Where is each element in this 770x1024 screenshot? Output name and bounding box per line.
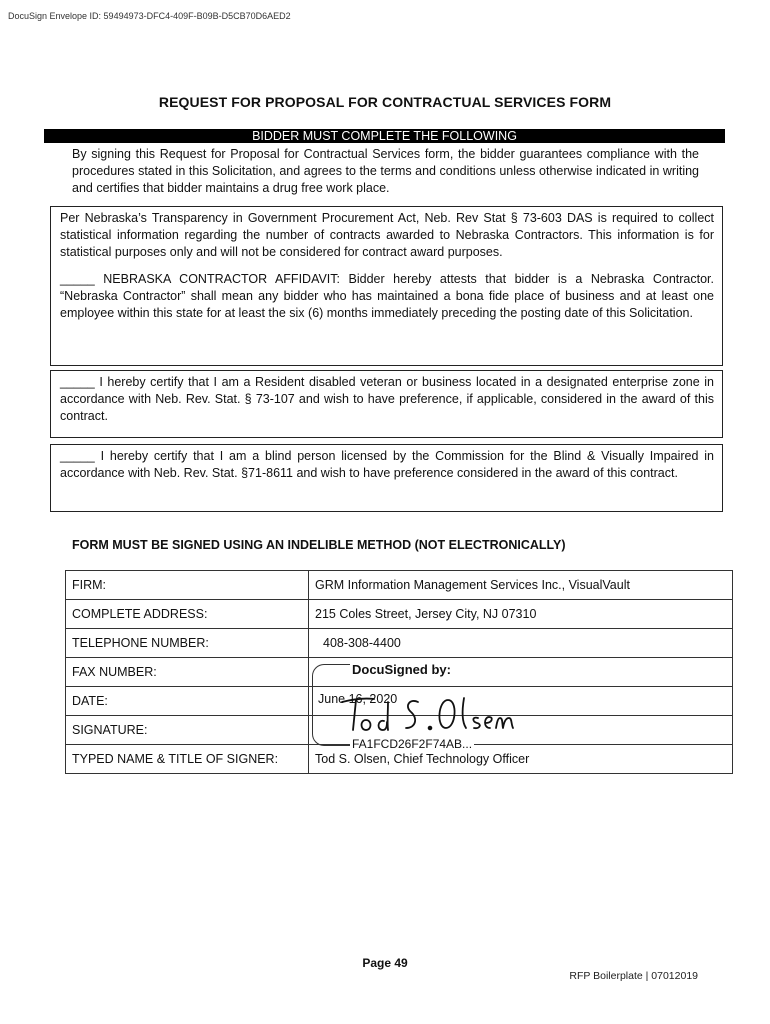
section-banner: BIDDER MUST COMPLETE THE FOLLOWING <box>44 129 725 143</box>
blind-text: _____ I hereby certify that I am a blind person licensed by the Commission for the Blind & Visually Impaired in accordance with Neb. Rev. Stat. §71-8611 and wish to have preference considered in the award of this contract. <box>60 449 714 480</box>
date-value: June 16, 2020 <box>318 692 398 706</box>
form-row-firm <box>66 571 733 600</box>
transparency-text: Per Nebraska’s Transparency in Government Procurement Act, Neb. Rev Stat § 73-603 DAS is required to collect statistical information regarding the number of contracts awarded to Nebraska Contractors. This information is for statistical purposes only and will not be considered for contract award purposes. <box>60 211 714 259</box>
envelope-id: DocuSign Envelope ID: 59494973-DFC4-409F-B09B-D5CB70D6AED2 <box>8 11 291 21</box>
form-row-phone <box>66 629 733 658</box>
phone-label: TELEPHONE NUMBER: <box>66 629 309 658</box>
date-label: DATE: <box>66 687 309 716</box>
veteran-text: _____ I hereby certify that I am a Resident disabled veteran or business located in a designated enterprise zone in accordance with Neb. Rev. Stat. § 73-107 and wish to have preference, if applicable, considered in the award of this contract. <box>60 375 714 423</box>
transparency-box <box>50 206 723 366</box>
handwritten-signature <box>338 688 528 734</box>
address-label: COMPLETE ADDRESS: <box>66 600 309 629</box>
signing-notice: FORM MUST BE SIGNED USING AN INDELIBLE METHOD (NOT ELECTRONICALLY) <box>72 538 566 552</box>
signer-label: TYPED NAME & TITLE OF SIGNER: <box>66 745 309 774</box>
docusign-label: DocuSigned by: <box>352 662 451 677</box>
signer-field[interactable]: Tod S. Olsen, Chief Technology Officer <box>309 745 733 774</box>
fax-label: FAX NUMBER: <box>66 658 309 687</box>
affidavit-text: _____ NEBRASKA CONTRACTOR AFFIDAVIT: Bidder hereby attests that bidder is a Nebraska Contractor. “Nebraska Contractor” shall mean any bidder who has maintained a bona fide place of business and at least one employee within this state for at least the six (6) months immediately preceding the posting date of this Solicitation. <box>60 272 714 320</box>
blind-box <box>50 444 723 512</box>
form-row-address <box>66 600 733 629</box>
footer-boilerplate: RFP Boilerplate | 07012019 <box>569 970 698 982</box>
phone-field[interactable]: 408-308-4400 <box>309 629 733 658</box>
page-number: Page 49 <box>362 956 408 970</box>
veteran-box <box>50 370 723 438</box>
page-title: REQUEST FOR PROPOSAL FOR CONTRACTUAL SERVICES FORM <box>158 94 612 110</box>
signature-label: SIGNATURE: <box>66 716 309 745</box>
firm-field[interactable]: GRM Information Management Services Inc., VisualVault <box>309 571 733 600</box>
address-field[interactable]: 215 Coles Street, Jersey City, NJ 07310 <box>309 600 733 629</box>
docusign-id: FA1FCD26F2F74AB... <box>352 737 473 751</box>
intro-paragraph: By signing this Request for Proposal for Contractual Services form, the bidder guarantees compliance with the procedures stated in this Solicitation, and agrees to the terms and conditions unless otherwise indicated in writing and certifies that bidder maintains a drug free work place. <box>72 147 699 195</box>
firm-label: FIRM: <box>66 571 309 600</box>
